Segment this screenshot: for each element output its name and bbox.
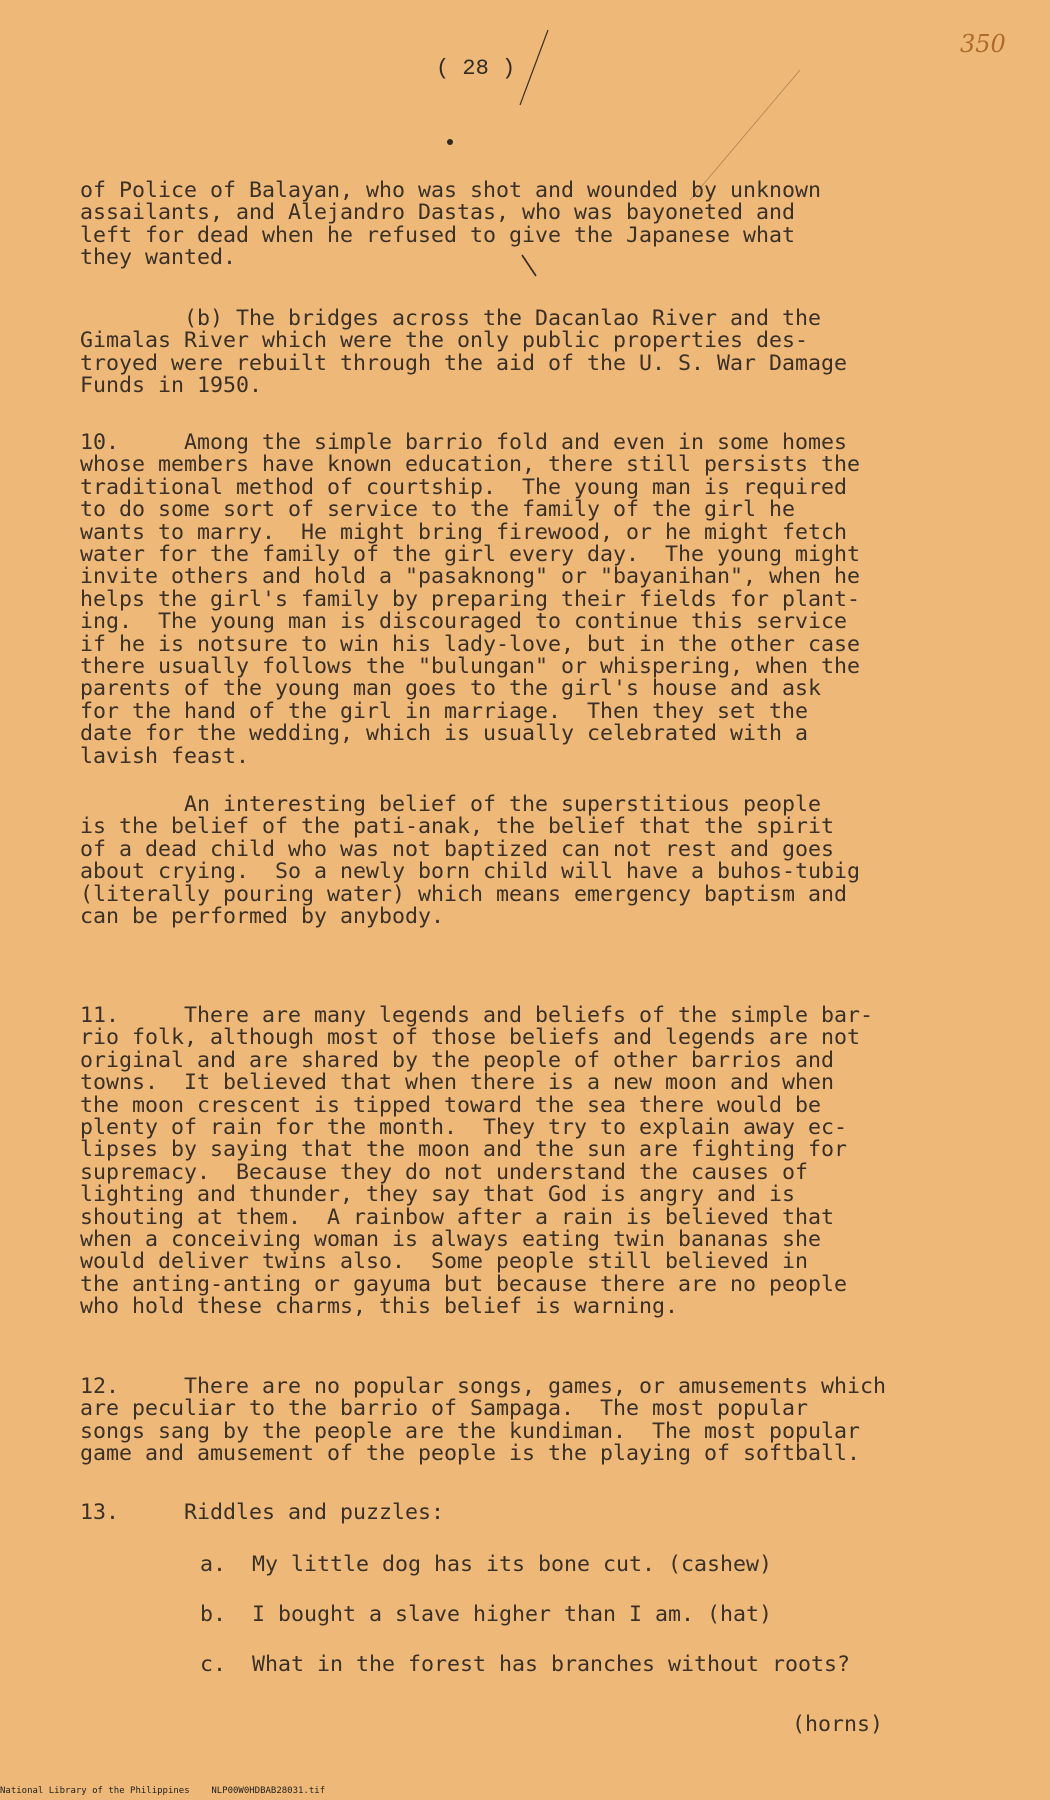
page-number: ( 28 ): [436, 56, 516, 81]
paragraph-12: 12. There are no popular songs, games, or amusements which are peculiar to the barrio of Sampaga. The most popular songs sang by the people are the kundiman. The most popular game and amusement of the people is the playing of softball.: [80, 1374, 887, 1467]
paragraph-10: 10. Among the simple barrio fold and even in some homes whose members have known education, there still persists the traditional method of courtship. The young man is required to do some sort of service to the family of the girl he wants to marry. He might bring firewood, or he might fetch water for the family of the girl every day. The young might invite others and hold a "pasaknong" or "bayanihan", when he helps the girl's family by preparing their fields for plant- ing. The young man is discouraged to continue this service if he is notsure to win his lady-love, but in the other case there usually follows the "bulungan" or whispering, when the parents of the young man goes to the girl's house and ask for the hand of the girl in marriage. Then they set the date for the wedding, which is usually celebrated with a lavish feast.: [80, 430, 861, 769]
scan-footer: National Library of the Philippines NLP00W0HDBAB28031.tif: [0, 1786, 326, 1796]
riddle-c: c. What in the forest has branches without roots?: [200, 1652, 851, 1677]
paragraph-13: 13. Riddles and puzzles:: [80, 1500, 445, 1525]
paragraph-b: (b) The bridges across the Dacanlao River and the Gimalas River which were the only public properties des- troyed were rebuilt through the aid of the U. S. War Damage Funds in 1950.: [80, 306, 848, 399]
paragraph-11: 11. There are many legends and beliefs of the simple bar- rio folk, although most of those beliefs and legends are not original and are shared by the people of other barrios and towns. It believed that when there is a new moon and when the moon crescent is tipped toward the sea there would be plenty of rain for the month. They try to explain away ec- lipses by saying that the moon and the sun are fighting for supremacy. Because they do not understand the causes of lighting and thunder, they say that God is angry and is shouting at them. A rainbow after a rain is believed that when a conceiving woman is always eating twin bananas she would deliver twins also. Some people still believed in the anting-anting or gayuma but because there are no people who hold these charms, this belief is warning.: [80, 1003, 874, 1320]
paragraph-continuation: of Police of Balayan, who was shot and wounded by unknown assailants, and Alejandro Dastas, who was bayoneted and left for dead when he refused to give the Japanese what they wanted.: [80, 178, 822, 271]
riddle-a: a. My little dog has its bone cut. (cashew): [200, 1552, 773, 1577]
handwritten-page-annotation: 350: [960, 30, 1006, 58]
paragraph-belief: An interesting belief of the superstitious people is the belief of the pati-anak, the belief that the spirit of a dead child who was not baptized can not rest and goes about crying. So a newly born child will have a buhos-tubig (literally pouring water) which means emergency baptism and can be performed by anybody.: [80, 792, 861, 930]
riddle-c-answer: (horns): [792, 1712, 884, 1737]
riddle-b: b. I bought a slave higher than I am. (hat): [200, 1602, 773, 1627]
